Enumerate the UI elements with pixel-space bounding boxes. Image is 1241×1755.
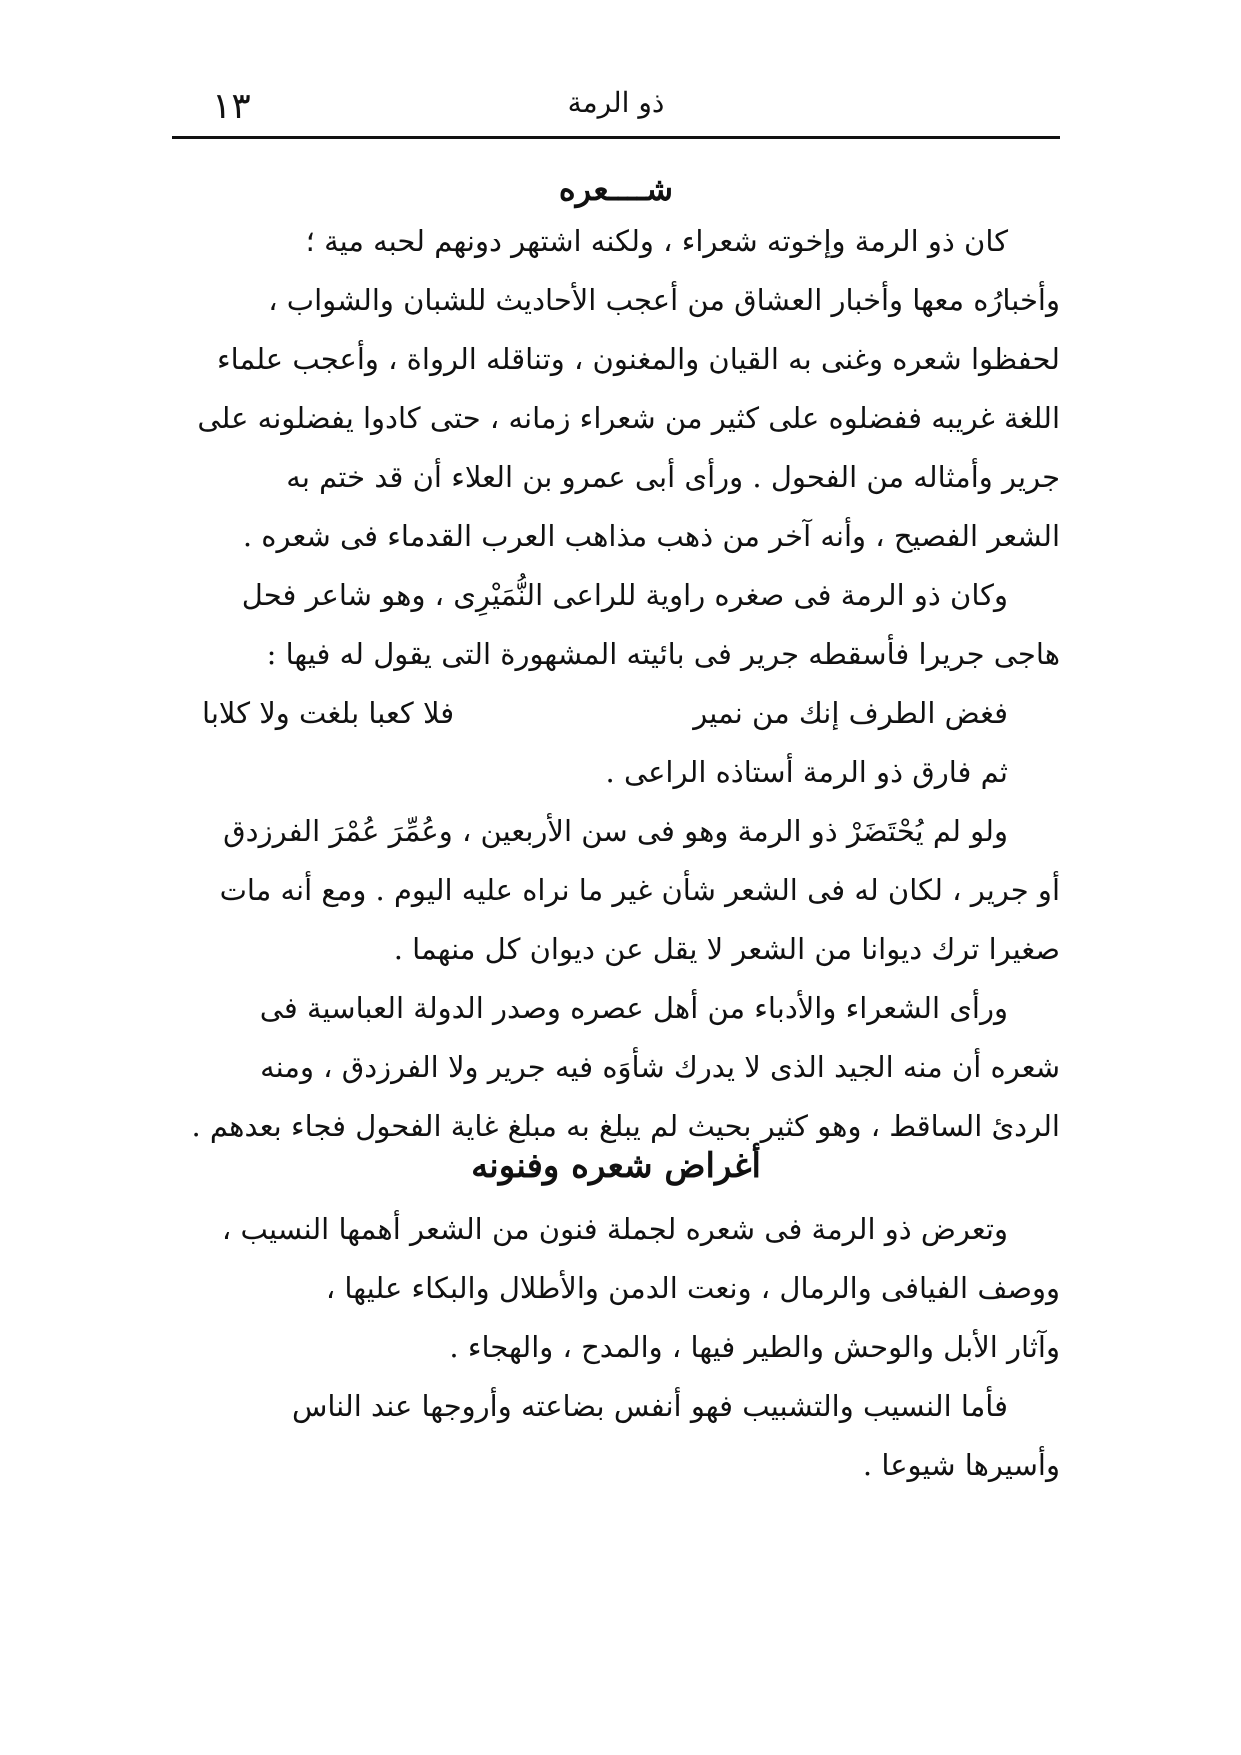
text-line: وأخبارُه معها وأخبار العشاق من أعجب الأحاديث للشبان والشواب ، (268, 283, 1060, 317)
text-line: ووصف الفيافى والرمال ، ونعت الدمن والأطلال والبكاء عليها ، (325, 1271, 1060, 1305)
body-text-section2 (172, 1200, 1060, 1495)
text-line: ورأى الشعراء والأدباء من أهل عصره وصدر الدولة العباسية فى (259, 991, 1008, 1025)
text-line: وتعرض ذو الرمة فى شعره لجملة فنون من الشعر أهمها النسيب ، (221, 1212, 1008, 1246)
text-line: أو جرير ، لكان له فى الشعر شأن غير ما نراه عليه اليوم . ومع أنه مات (219, 873, 1060, 907)
text-line: فأما النسيب والتشبيب فهو أنفس بضاعته وأروجها عند الناس (291, 1389, 1008, 1423)
section-heading-themes: أغراض شعره وفنونه (471, 1146, 761, 1186)
text-line: الشعر الفصيح ، وأنه آخر من ذهب مذاهب العرب القدماء فى شعره . (242, 519, 1060, 553)
text-line: ثم فارق ذو الرمة أستاذه الراعى . (605, 755, 1008, 789)
verse-second-hemistich: فلا كعبا بلغت ولا كلابا (202, 696, 455, 730)
verse-first-hemistich: فغض الطرف إنك من نمير (693, 696, 1008, 730)
text-line: شعره أن منه الجيد الذى لا يدرك شأوَه فيه جرير ولا الفرزدق ، ومنه (260, 1050, 1060, 1084)
page-number: ١٣ (212, 86, 251, 127)
text-line: وكان ذو الرمة فى صغره راوية للراعى النُّمَيْرِى ، وهو شاعر فحل (241, 578, 1008, 612)
text-line: جرير وأمثاله من الفحول . ورأى أبى عمرو بن العلاء أن قد ختم به (286, 460, 1060, 494)
text-line: اللغة غريبه ففضلوه على كثير من شعراء زمانه ، حتى كادوا يفضلونه على (197, 401, 1060, 435)
poem-verse (172, 684, 1060, 743)
text-line: الردئ الساقط ، وهو كثير بحيث لم يبلغ به مبلغ غاية الفحول فجاء بعدهم . (191, 1109, 1060, 1143)
body-text (172, 212, 1060, 1156)
text-line: وآثار الأبل والوحش والطير فيها ، والمدح ، والهجاء . (449, 1330, 1060, 1364)
running-head (172, 80, 1060, 130)
text-line: لحفظوا شعره وغنى به القيان والمغنون ، وتناقله الرواة ، وأعجب علماء (216, 342, 1060, 376)
text-line: كان ذو الرمة وإخوته شعراء ، ولكنه اشتهر دونهم لحبه مية ؛ (305, 224, 1008, 258)
text-line: وأسيرها شيوعا . (862, 1448, 1060, 1482)
text-line: هاجى جريرا فأسقطه جرير فى بائيته المشهورة التى يقول له فيها : (266, 637, 1060, 671)
section-heading-poetry: شــــعره (558, 170, 674, 208)
header-rule (172, 136, 1060, 139)
running-title: ذو الرمة (567, 86, 665, 119)
text-line: صغيرا ترك ديوانا من الشعر لا يقل عن ديوان كل منهما . (393, 932, 1060, 966)
text-line: ولو لم يُحْتَضَرْ ذو الرمة وهو فى سن الأربعين ، وعُمِّرَ عُمْرَ الفرزدق (223, 814, 1008, 848)
